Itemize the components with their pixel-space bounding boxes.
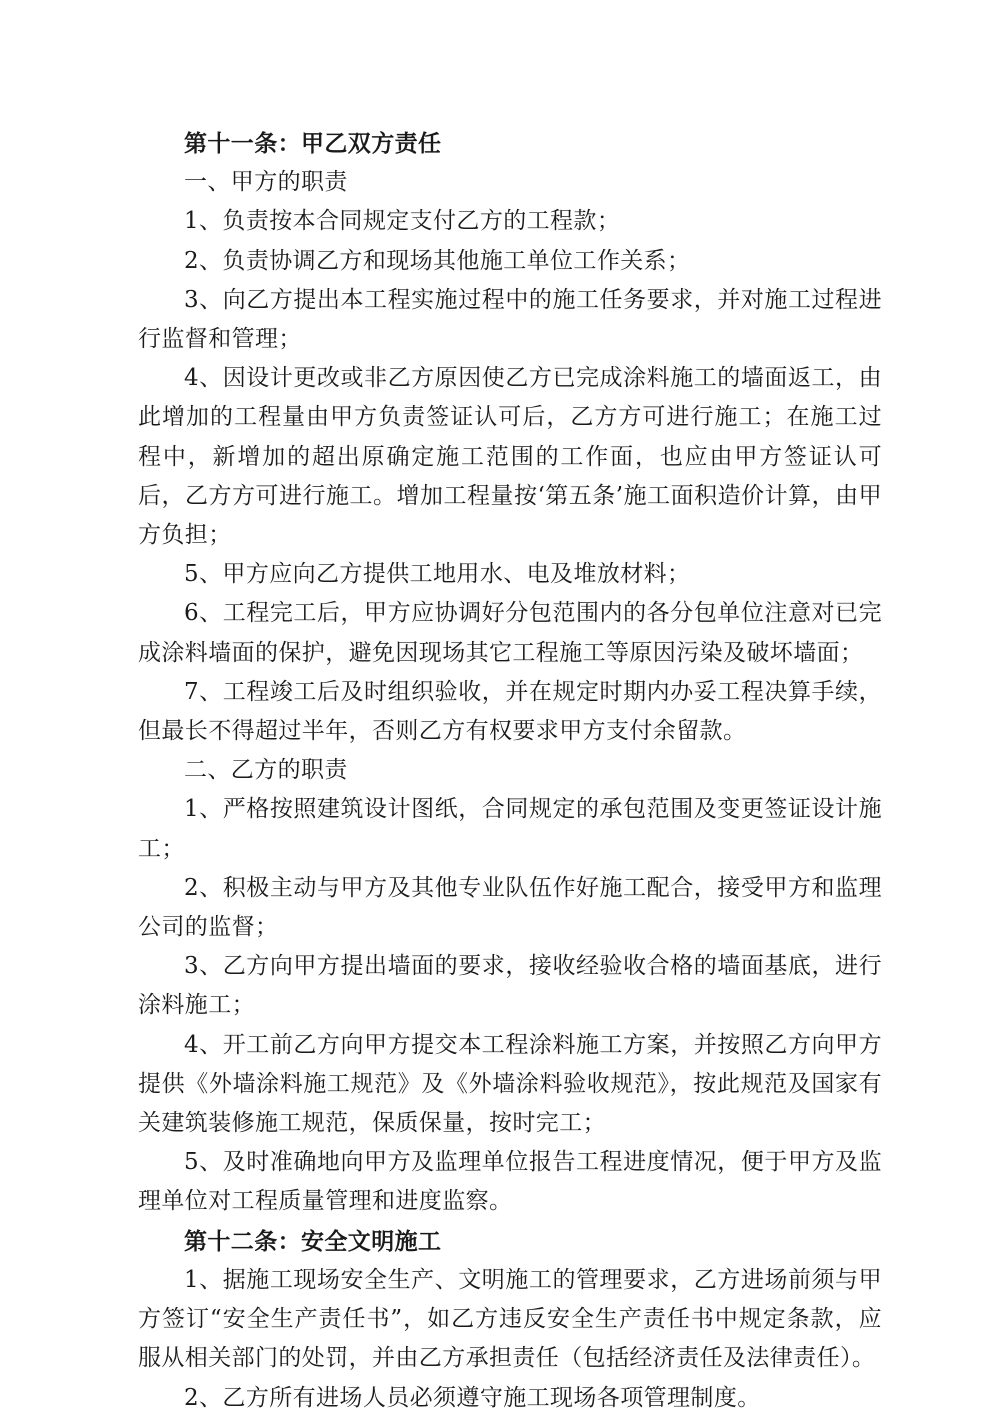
document-body	[138, 124, 882, 1418]
party-a-duty-1: 1、负责按本合同规定支付乙方的工程款；	[184, 208, 621, 235]
section-party-a-duties-title: 一、甲方的职责	[184, 169, 348, 196]
party-b-duty-1: 1、严格按照建筑设计图纸，合同规定的承包范围及变更签证设计施工；	[138, 796, 882, 862]
safety-clause-1: 1、据施工现场安全生产、文明施工的管理要求，乙方进场前须与甲方签订“安全生产责任书”，如乙方违反安全生产责任书中规定条款，应服从相关部门的处罚，并由乙方承担责任（包括经济责任及法律责任）。	[138, 1266, 882, 1372]
party-b-duty-2: 2、积极主动与甲方及其他专业队伍作好施工配合，接受甲方和监理公司的监督；	[138, 874, 882, 941]
party-b-duty-4: 4、开工前乙方向甲方提交本工程涂料施工方案，并按照乙方向甲方提供《外墙涂料施工规范》及《外墙涂料验收规范》，按此规范及国家有关建筑装修施工规范，保质保量，按时完工；	[138, 1031, 882, 1137]
party-b-duty-5: 5、及时准确地向甲方及监理单位报告工程进度情况，便于甲方及监理单位对工程质量管理和进度监察。	[138, 1149, 882, 1215]
section-party-b-duties-title: 二、乙方的职责	[184, 757, 348, 784]
article-12-heading: 第十二条：安全文明施工	[184, 1227, 442, 1255]
party-a-duty-5: 5、甲方应向乙方提供工地用水、电及堆放材料；	[184, 561, 691, 588]
party-a-duty-6: 6、工程完工后，甲方应协调好分包范围内的各分包单位注意对已完成涂料墙面的保护，避免因现场其它工程施工等原因污染及破坏墙面；	[138, 600, 882, 666]
party-a-duty-3: 3、向乙方提出本工程实施过程中的施工任务要求，并对施工过程进行监督和管理；	[138, 286, 882, 353]
party-b-duty-3: 3、乙方向甲方提出墙面的要求，接收经验收合格的墙面基底，进行涂料施工；	[138, 953, 882, 1019]
article-11-heading: 第十一条：甲乙双方责任	[184, 130, 442, 157]
party-a-duty-2: 2、负责协调乙方和现场其他施工单位工作关系；	[184, 247, 691, 274]
safety-clause-2: 2、乙方所有进场人员必须遵守施工现场各项管理制度。	[184, 1384, 761, 1411]
party-a-duty-7: 7、工程竣工后及时组织验收，并在规定时期内办妥工程决算手续，但最长不得超过半年，否则乙方有权要求甲方支付余留款。	[138, 678, 882, 745]
party-a-duty-4: 4、因设计更改或非乙方原因使乙方已完成涂料施工的墙面返工，由此增加的工程量由甲方负责签证认可后，乙方方可进行施工；在施工过程中，新增加的超出原确定施工范围的工作面，也应由甲方签证认可后，乙方方可进行施工。增加工程量按‘第五条’施工面积造价计算，由甲方负担；	[138, 365, 882, 549]
